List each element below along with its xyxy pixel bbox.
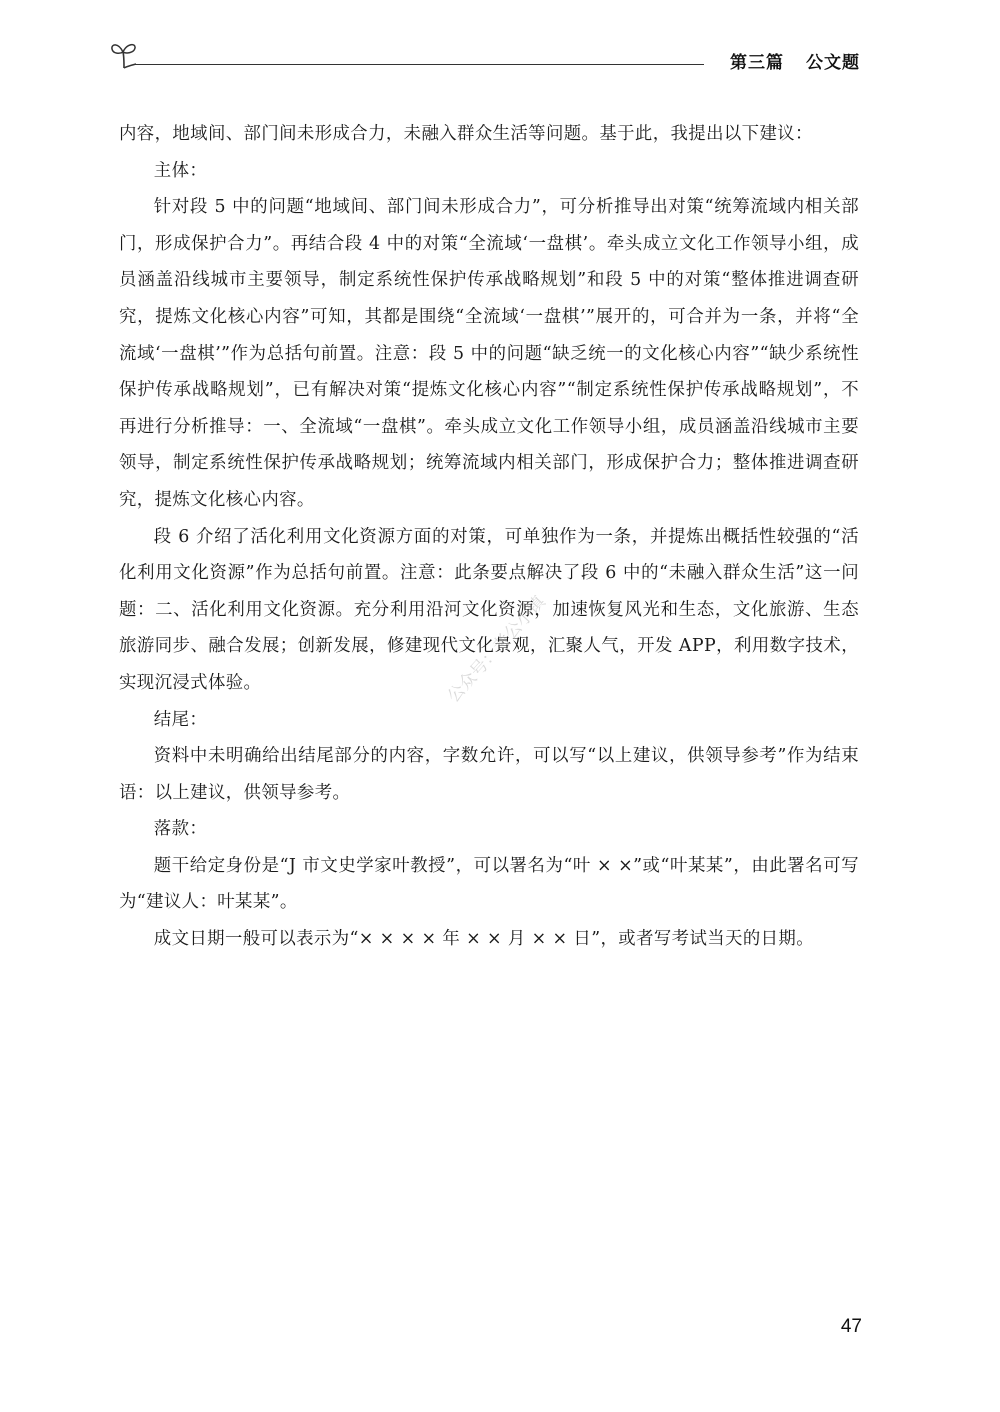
watermark: 公众号：考公小镇 bbox=[443, 592, 550, 707]
paragraph-continued: 内容，地域间、部门间未形成合力，未融入群众生活等问题。基于此，我提出以下建议： bbox=[119, 124, 813, 144]
heading-ending: 结尾： bbox=[153, 709, 208, 730]
paragraph-signature: 题干给定身份是“J 市文史学家叶教授”，可以署名为“叶 × ×”或“叶某某”，由此署名可写为“建议人：叶某某”。 bbox=[119, 855, 859, 913]
page-header bbox=[110, 38, 870, 78]
paragraph-body-1: 针对段 5 中的问题“地域间、部门间未形成合力”，可分析推导出对策“统筹流域内相关部门，形成保护合力”。再结合段 4 中的对策“全流域‘一盘棋’。牵头成立文化工作领导小组，成员涵盖沿线城市主要领导，制定系统性保护传承战略规划”和段 5 中的对策“整体推进调查研究，提炼文化核心内容”可知，其都是围绕“全流域‘一盘棋’”展开的，可合并为一条，并将“全流域‘一盘棋’”作为总括句前置。注意：段 5 中的问题“缺乏统一的文化核心内容”“缺少系统性保护传承战略规划”，已有解决对策“提炼文化核心内容”“制定系统性保护传承战略规划”，不再进行分析推导：一、全流域“一盘棋”。牵头成立文化工作领导小组，成员涵盖沿线城市主要领导，制定系统性保护传承战略规划；统筹流域内相关部门，形成保护合力；整体推进调查研究，提炼文化核心内容。 bbox=[119, 197, 859, 510]
header-section: 第三篇 bbox=[730, 53, 784, 73]
page-body bbox=[119, 116, 859, 958]
heading-main-body: 主体： bbox=[153, 160, 208, 181]
header-chapter: 公文题 bbox=[806, 53, 860, 73]
paragraph-ending: 资料中未明确给出结尾部分的内容，字数允许，可以写“以上建议，供领导参考”作为结束语：以上建议，供领导参考。 bbox=[119, 746, 859, 803]
header-rule bbox=[134, 64, 704, 65]
page-number: 47 bbox=[840, 1316, 862, 1337]
heading-signature: 落款： bbox=[153, 819, 208, 840]
paragraph-date: 成文日期一般可以表示为“× × × × 年 × × 月 × × 日”，或者写考试当天的日期。 bbox=[153, 929, 814, 950]
paragraph-body-2: 段 6 介绍了活化利用文化资源方面的对策，可单独作为一条，并提炼出概括性较强的“活化利用文化资源”作为总括句前置。注意：此条要点解决了段 6 中的“未融入群众生活”这一问题：二、活化利用文化资源。充分利用沿河文化资源，加速恢复风光和生态，文化旅游、生态旅游同步、融合发展；创新发展，修建现代文化景观，汇聚人气，开发 APP，利用数字技术，实现沉浸式体验。 bbox=[119, 526, 859, 693]
header-title bbox=[730, 48, 860, 73]
sprout-icon bbox=[110, 38, 146, 72]
